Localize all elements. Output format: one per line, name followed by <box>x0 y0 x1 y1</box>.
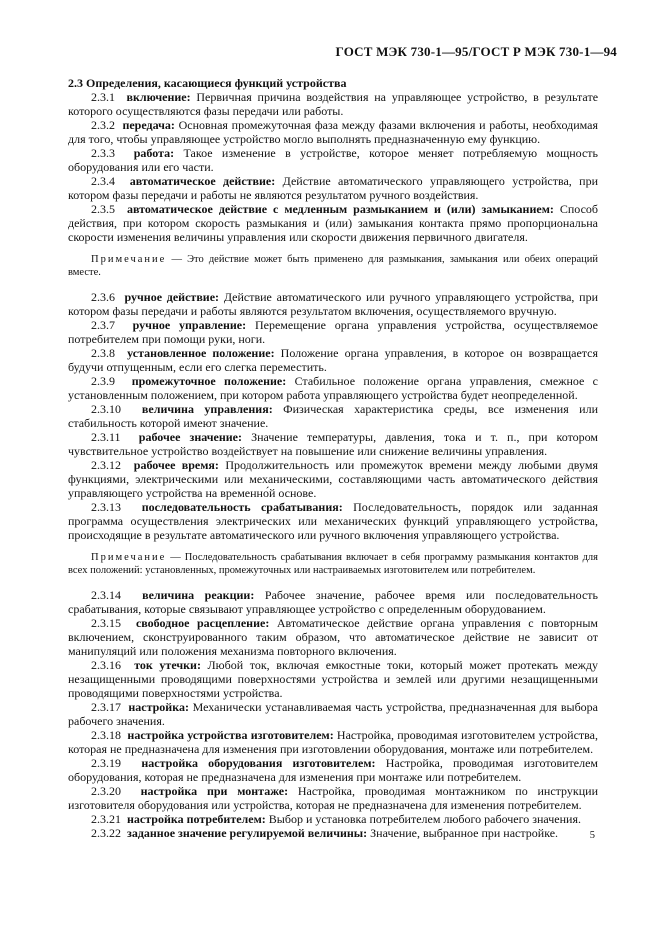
definition-number: 2.3.20 <box>91 784 121 798</box>
definition-number: 2.3.11 <box>91 430 121 444</box>
definition-number: 2.3.8 <box>91 346 115 360</box>
definition-term: настройка устройства изготовителем: <box>127 728 334 742</box>
definition-item <box>68 784 598 812</box>
definition-number: 2.3.9 <box>91 374 115 388</box>
definitions-list-2 <box>68 290 598 542</box>
definition-number: 2.3.2 <box>91 118 115 132</box>
definition-term: настройка потребителем: <box>127 812 266 826</box>
definition-item <box>68 318 598 346</box>
definition-number: 2.3.5 <box>91 202 115 216</box>
definition-term: величина реакции: <box>142 588 255 602</box>
definition-text: Настройка, проводимая монтажником по инструкции изготовителя оборудования или устройства, которая не предназначена для изменения потребителем. <box>68 784 598 812</box>
definition-text: Рабочее значение, рабочее время или последовательность срабатывания, которые связывают управляющее устройство с определенным оборудованием. <box>68 588 599 616</box>
definition-item <box>68 374 598 402</box>
definition-term: заданное значение регулируемой величины: <box>127 826 368 840</box>
definition-term: включение: <box>126 90 191 104</box>
definition-item <box>68 658 598 700</box>
section-title: 2.3 Определения, касающиеся функций устройства <box>68 76 347 90</box>
definition-number: 2.3.19 <box>91 756 121 770</box>
definition-term: рабочее время: <box>133 458 219 472</box>
definition-item <box>68 500 598 542</box>
definition-number: 2.3.13 <box>91 500 121 514</box>
definition-item <box>68 430 598 458</box>
definition-text: Действие автоматического или ручного управляющего устройства, при котором фазы передачи и работы являются результатом включения, осуществляемого вручную. <box>68 290 599 318</box>
definition-item <box>68 402 598 430</box>
note-2 <box>68 552 598 577</box>
definition-text: Такое изменение в устройстве, которое меняет потребляемую мощность оборудования или его части. <box>68 146 598 174</box>
definition-term: настройка: <box>128 700 189 714</box>
definition-item <box>68 756 598 784</box>
definition-term: настройка при монтаже: <box>140 784 289 798</box>
definition-term: установленное положение: <box>127 346 275 360</box>
definition-term: работа: <box>133 146 175 160</box>
definition-text: Выбор и установка потребителем любого рабочего значения. <box>268 812 581 826</box>
definition-item <box>68 202 598 244</box>
definition-item <box>68 90 598 118</box>
definition-term: ручное управление: <box>132 318 247 332</box>
definition-text: Первичная причина воздействия на управляющее устройство, в результате которого осуществляются фазы передачи или работы. <box>68 90 599 118</box>
definition-text: Стабильное положение органа управления, смежное с установленным положением, при котором работа управляющего устройства будет неопределенной. <box>68 374 599 402</box>
definition-item <box>68 588 598 616</box>
definition-term: величина управления: <box>141 402 273 416</box>
definition-text: Значение, выбранное при настройке. <box>370 826 559 840</box>
definition-item <box>68 616 598 658</box>
definition-item <box>68 728 598 756</box>
definition-text: Настройка, проводимая изготовителем оборудования, которая не предназначена для изменения при монтаже или потребителем. <box>68 756 599 784</box>
definition-text: Способ действия, при котором скорость размыкания и (или) замыкания контакта прямо пропорциональна скорости изменения величины управления или скорости движения первичного двигателя. <box>68 202 598 244</box>
definition-number: 2.3.3 <box>91 146 115 160</box>
definition-number: 2.3.21 <box>91 812 121 826</box>
definition-term: последовательность срабатывания: <box>141 500 343 514</box>
definition-number: 2.3.14 <box>91 588 121 602</box>
document-header: ГОСТ МЭК 730-1—95/ГОСТ Р МЭК 730-1—94 <box>335 44 617 59</box>
page-number: 5 <box>589 830 595 841</box>
document-body <box>68 76 598 840</box>
definition-item <box>68 458 598 500</box>
definition-text: Действие автоматического управляющего устройства, при котором фазы передачи и работы не являются результатом ручного воздействия. <box>68 174 598 202</box>
definition-number: 2.3.4 <box>91 174 115 188</box>
definition-term: рабочее значение: <box>138 430 242 444</box>
definition-item <box>68 290 598 318</box>
definition-term: свободное расцепление: <box>135 616 270 630</box>
definitions-list-3 <box>68 588 598 840</box>
definition-text: Последовательность, порядок или заданная программа осуществления электрических или механических функций управляющего устройства, происходящие в результате автоматического или ручного включения управляющего устройства. <box>68 500 598 542</box>
definition-number: 2.3.15 <box>91 616 121 630</box>
definition-term: промежуточное положение: <box>131 374 287 388</box>
definition-text: Продолжительность или промежуток времени между любыми двумя функциями, электрическими или механическими, составляющими часть автоматического действия управляющего устройства на временно́й основе. <box>68 458 599 500</box>
definition-text: Настройка, проводимая изготовителем устройства, которая не предназначена для изменения при изготовлении оборудования, монтаже или потребителем. <box>68 728 598 756</box>
definition-term: передача: <box>122 118 175 132</box>
definition-number: 2.3.10 <box>91 402 121 416</box>
definition-term: ток утечки: <box>134 658 201 672</box>
definition-text: Значение температуры, давления, тока и т. п., при котором чувствительное устройство воздействует на повышение или снижение величины управления. <box>68 430 599 458</box>
note-text: — Это действие может быть применено для размыкания, замыкания или обеих операций вместе. <box>68 254 598 278</box>
definition-text: Положение органа управления, в которое он возвращается будучи отпущенным, если его слегка переместить. <box>68 346 599 374</box>
definition-number: 2.3.6 <box>91 290 115 304</box>
definition-item <box>68 174 598 202</box>
note-label: Примечание <box>91 254 167 265</box>
definition-number: 2.3.17 <box>91 700 121 714</box>
definition-text: Механически устанавливаемая часть устройства, предназначенная для выбора рабочего значения. <box>68 700 599 728</box>
definition-item <box>68 118 598 146</box>
definition-text: Основная промежуточная фаза между фазами включения и работы, необходимая для того, чтобы управляющее устройство могло выполнять предназначенную ему функцию. <box>68 118 599 146</box>
definition-term: автоматическое действие: <box>129 174 276 188</box>
definition-term: настройка оборудования изготовителем: <box>141 756 376 770</box>
definition-text: Физическая характеристика среды, все изменения или стабильность которой имеют значение. <box>68 402 598 430</box>
note-text: — Последовательность срабатывания включает в себя программу размыкания контактов для всех положений: установленных, промежуточных или настраиваемых изготовителем или потребителем. <box>68 552 598 576</box>
definition-number: 2.3.22 <box>91 826 121 840</box>
definition-item <box>68 146 598 174</box>
definition-item <box>68 700 598 728</box>
note-label: Примечание <box>91 552 167 563</box>
definition-item <box>68 346 598 374</box>
definition-number: 2.3.18 <box>91 728 121 742</box>
definition-number: 2.3.1 <box>91 90 115 104</box>
definition-text: Перемещение органа управления устройства, осуществляемое потребителем при помощи руки, ноги. <box>68 318 598 346</box>
definitions-list-1 <box>68 90 598 244</box>
note-1 <box>68 254 598 279</box>
definition-text: Автоматическое действие органа управления с повторным включением, сконструированного таким образом, что автоматическое действие не зависит от манипуляций или положения механизма повторного включения. <box>68 616 599 658</box>
definition-term: ручное действие: <box>124 290 220 304</box>
definition-number: 2.3.12 <box>91 458 121 472</box>
definition-number: 2.3.16 <box>91 658 121 672</box>
definition-text: Любой ток, включая емкостные токи, который может протекать между незащищенными проводящими поверхностями устройства и землей или другими незащищенными проводящими поверхностями устройства. <box>68 658 599 700</box>
definition-item <box>68 826 598 840</box>
definition-number: 2.3.7 <box>91 318 115 332</box>
definition-term: автоматическое действие с медленным размыканием и (или) замыканием: <box>126 202 554 216</box>
definition-item <box>68 812 598 826</box>
